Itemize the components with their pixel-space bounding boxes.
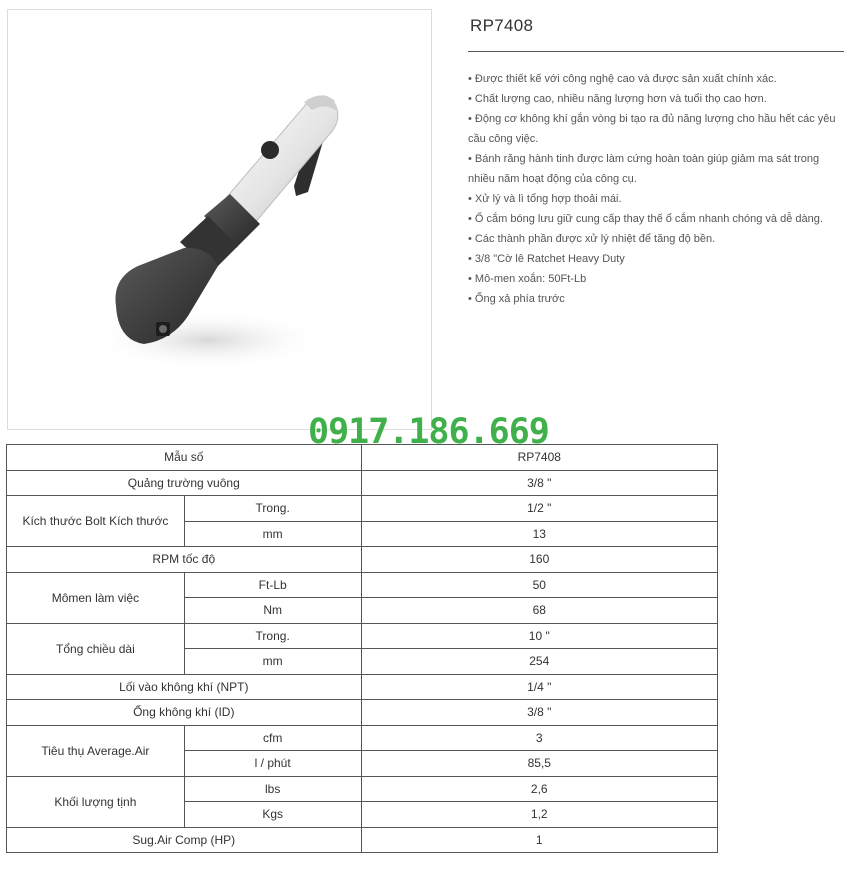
table-row (7, 496, 718, 522)
spec-unit: lbs (184, 776, 361, 802)
spec-label: Mômen làm việc (7, 572, 185, 623)
spec-value: 1/2 " (361, 496, 717, 522)
spec-unit: cfm (184, 725, 361, 751)
spec-label: Kích thước Bolt Kích thước (7, 496, 185, 547)
feature-list (468, 69, 844, 309)
title-divider (468, 51, 844, 52)
table-row (7, 623, 718, 649)
ratchet-wrench-illustration (8, 10, 431, 429)
table-row (7, 547, 718, 573)
phone-number[interactable]: 0917.186.669 (308, 412, 549, 452)
spec-unit: Ft-Lb (184, 572, 361, 598)
table-row (7, 827, 718, 853)
spec-label: Ống không khí (ID) (7, 700, 362, 726)
spec-unit: Trong. (184, 496, 361, 522)
table-row (7, 572, 718, 598)
spec-label: Tổng chiều dài (7, 623, 185, 674)
table-row (7, 674, 718, 700)
spec-unit: mm (184, 649, 361, 675)
spec-value: 254 (361, 649, 717, 675)
feature-item: • Được thiết kế với công nghệ cao và được sản xuất chính xác. (468, 73, 777, 85)
spec-label: Lối vào không khí (NPT) (7, 674, 362, 700)
spec-label: RPM tốc độ (7, 547, 362, 573)
spec-value: 13 (361, 521, 717, 547)
spec-value: 10 " (361, 623, 717, 649)
feature-item: • Mô-men xoắn: 50Ft-Lb (468, 273, 587, 285)
product-image (7, 9, 432, 430)
feature-item: • Xử lý và lì tổng hợp thoải mái. (468, 193, 622, 205)
spec-value: 85,5 (361, 751, 717, 777)
spec-value: 160 (361, 547, 717, 573)
spec-unit: Kgs (184, 802, 361, 828)
table-row (7, 725, 718, 751)
spec-label: Tiêu thụ Average.Air (7, 725, 185, 776)
table-row (7, 776, 718, 802)
spec-unit: Trong. (184, 623, 361, 649)
feature-item: • Động cơ không khí gắn vòng bi tạo ra đủ năng lượng cho hầu hết các yêu cầu công việc. (468, 113, 836, 145)
spec-value: 1 (361, 827, 717, 853)
spec-label: Mẫu số (7, 445, 362, 471)
spec-value: 1/4 " (361, 674, 717, 700)
spec-label: Sug.Air Comp (HP) (7, 827, 362, 853)
feature-item: • Bánh răng hành tinh được làm cứng hoàn toàn giúp giảm ma sát trong nhiều năm hoạt động của công cụ. (468, 153, 820, 185)
spec-value: 1,2 (361, 802, 717, 828)
feature-item: • Các thành phần được xử lý nhiệt để tăng độ bền. (468, 233, 716, 245)
spec-value: 3/8 " (361, 700, 717, 726)
product-title: RP7408 (470, 16, 534, 35)
table-row (7, 700, 718, 726)
spec-value: 2,6 (361, 776, 717, 802)
spec-unit: Nm (184, 598, 361, 624)
spec-value: 50 (361, 572, 717, 598)
spec-label: Khối lượng tịnh (7, 776, 185, 827)
spec-label: Quảng trường vuông (7, 470, 362, 496)
feature-item: • 3/8 "Cờ lê Ratchet Heavy Duty (468, 253, 625, 265)
feature-item: • Ổ cắm bóng lưu giữ cung cấp thay thế ổ cắm nhanh chóng và dễ dàng. (468, 213, 823, 225)
spec-table (6, 444, 718, 853)
spec-value: 68 (361, 598, 717, 624)
table-row (7, 470, 718, 496)
feature-item: • Ống xả phía trước (468, 293, 565, 305)
feature-item: • Chất lượng cao, nhiều năng lượng hơn và tuổi thọ cao hơn. (468, 93, 767, 105)
spec-value: 3 (361, 725, 717, 751)
spec-unit: mm (184, 521, 361, 547)
spec-unit: l / phút (184, 751, 361, 777)
spec-value: 3/8 " (361, 470, 717, 496)
spec-value: RP7408 (361, 445, 717, 471)
